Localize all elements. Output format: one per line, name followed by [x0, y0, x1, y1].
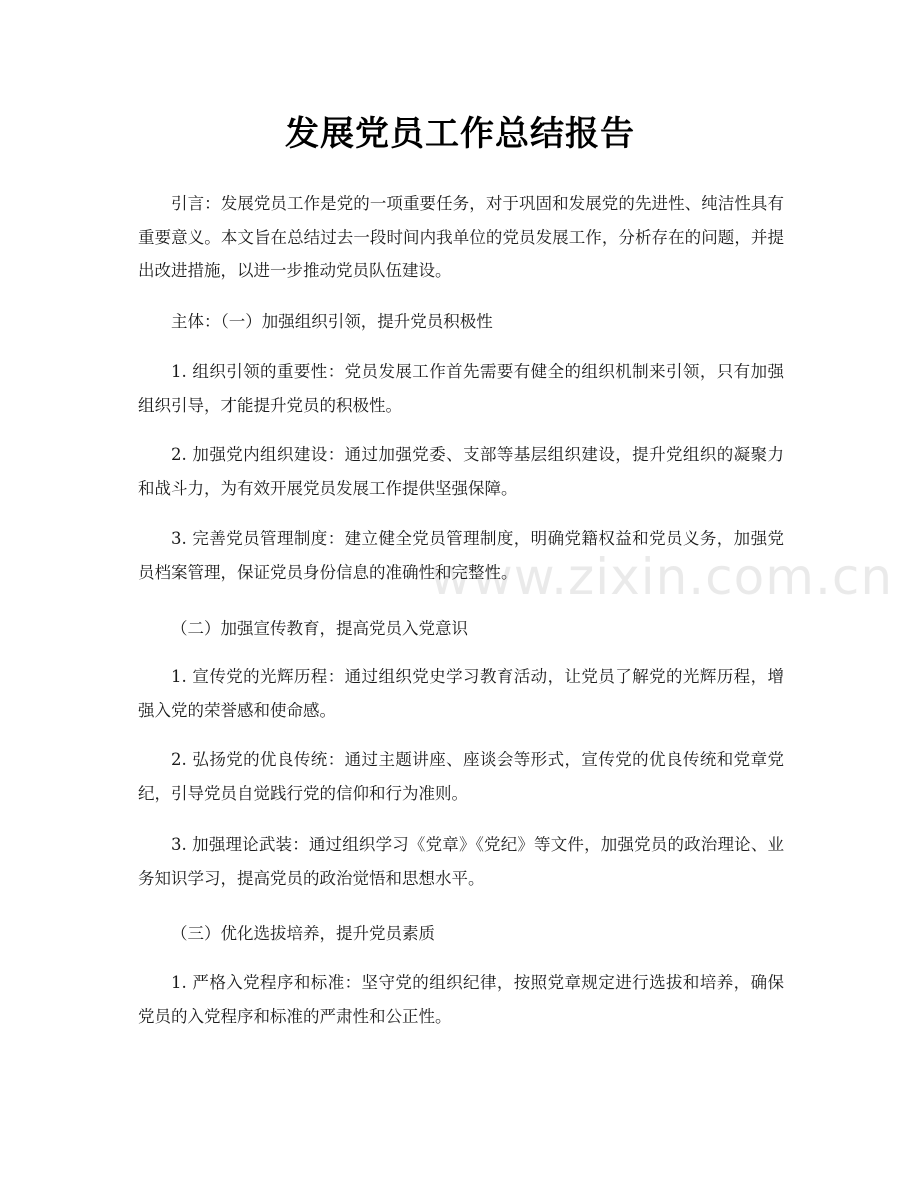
- document-title: 发展党员工作总结报告: [285, 114, 635, 154]
- section-heading-2: （二）加强宣传教育，提高党员入党意识: [171, 619, 468, 638]
- section-heading-1: 主体：（一）加强组织引领，提升党员积极性: [171, 312, 493, 331]
- section-heading-3: （三）优化选拔培养，提升党员素质: [171, 924, 435, 943]
- paragraph-3-1: 1. 严格入党程序和标准：坚守党的组织纪律，按照党章规定进行选拔和培养，确保党员的入党程序和标准的严肃性和公正性。: [138, 973, 784, 1026]
- paragraph-2-2: 2. 弘扬党的优良传统：通过主题讲座、座谈会等形式，宣传党的优良传统和党章党纪，引导党员自觉践行党的信仰和行为准则。: [138, 750, 784, 803]
- watermark: www.zixin.com.cn: [430, 548, 894, 606]
- paragraph-1-1: 1. 组织引领的重要性：党员发展工作首先需要有健全的组织机制来引领，只有加强组织引导，才能提升党员的积极性。: [138, 362, 784, 415]
- paragraph-2-3: 3. 加强理论武装：通过组织学习《党章》《党纪》等文件，加强党员的政治理论、业务知识学习，提高党员的政治觉悟和思想水平。: [138, 835, 784, 888]
- paragraph-2-1: 1. 宣传党的光辉历程：通过组织党史学习教育活动，让党员了解党的光辉历程，增强入党的荣誉感和使命感。: [138, 667, 784, 720]
- paragraph-1-2: 2. 加强党内组织建设：通过加强党委、支部等基层组织建设，提升党组织的凝聚力和战斗力，为有效开展党员发展工作提供坚强保障。: [138, 445, 784, 498]
- intro-paragraph: 引言：发展党员工作是党的一项重要任务，对于巩固和发展党的先进性、纯洁性具有重要意义。本文旨在总结过去一段时间内我单位的党员发展工作，分析存在的问题，并提出改进措施，以进一步推动党员队伍建设。: [138, 194, 784, 280]
- paragraph-1-3: 3. 完善党员管理制度：建立健全党员管理制度，明确党籍权益和党员义务，加强党员档案管理，保证党员身份信息的准确性和完整性。: [138, 529, 784, 582]
